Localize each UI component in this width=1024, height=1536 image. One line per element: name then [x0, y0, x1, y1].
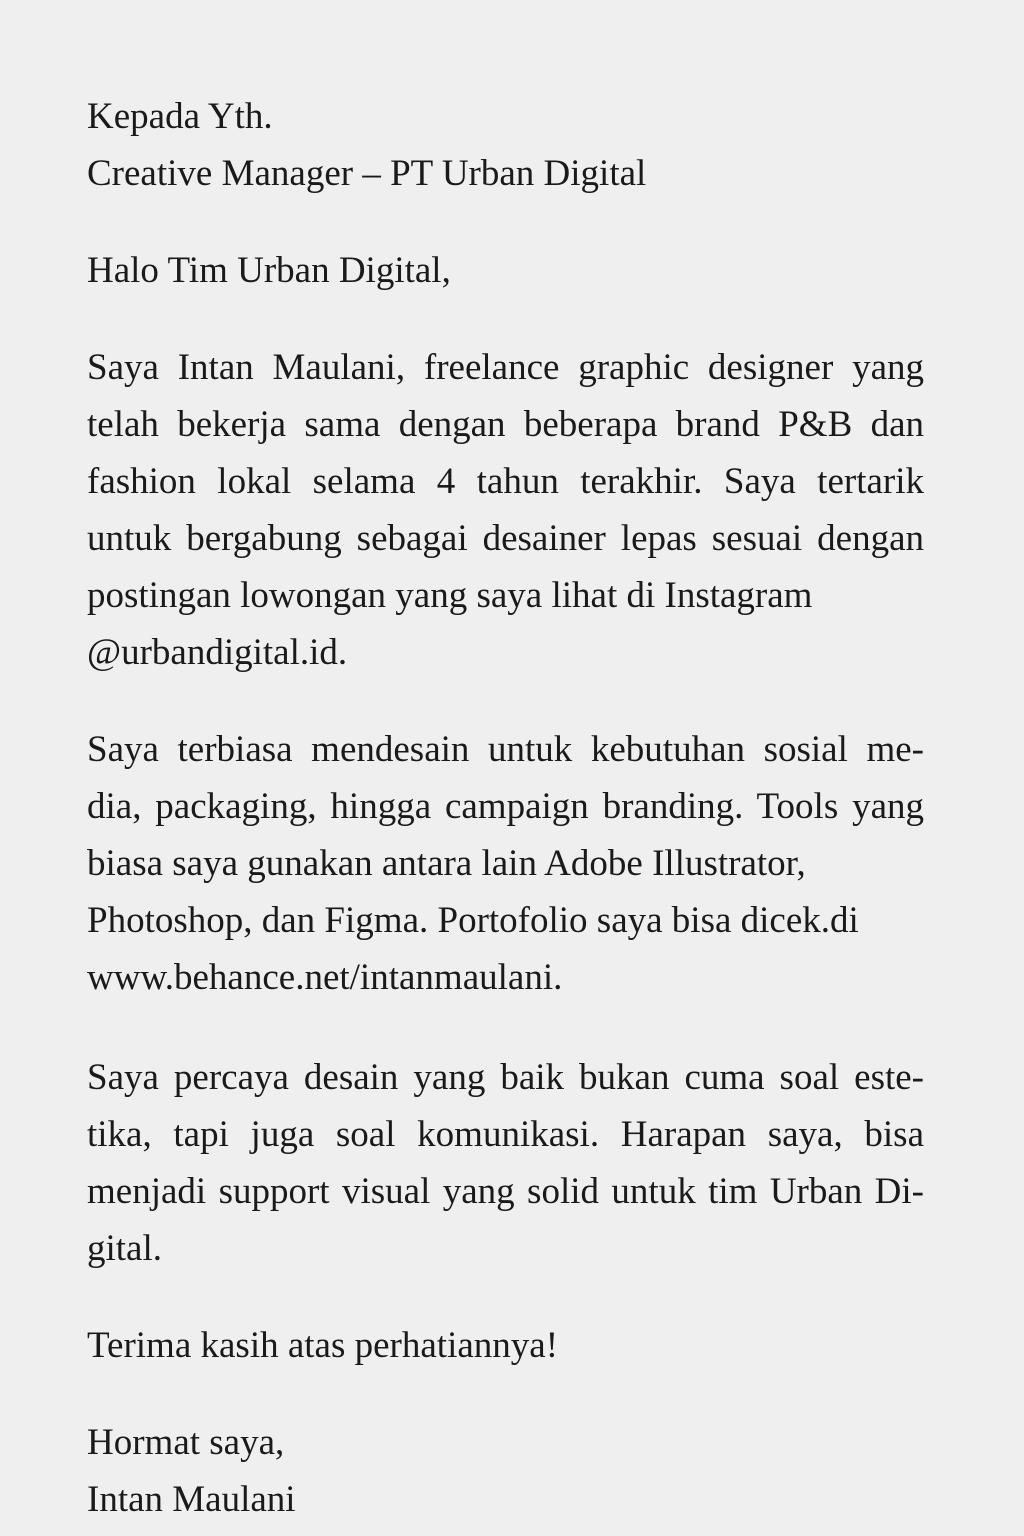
paragraph-line: postingan lowongan yang saya lihat di Instagram: [87, 575, 813, 616]
paragraph-line: gital.: [87, 1228, 163, 1269]
paragraph-line: menjadi support visual yang solid untuk tim Urban Di-: [87, 1171, 924, 1212]
paragraph-line: www.behance.net/intanmaulani.: [87, 957, 563, 998]
paragraph-line: Photoshop, dan Figma. Portofolio saya bisa dicek.di: [87, 900, 859, 941]
paragraph-skills: [87, 721, 924, 1006]
paragraph-line: dia, packaging, hingga campaign branding. Tools yang: [87, 786, 924, 827]
paragraph-line: tika, tapi juga soal komunikasi. Harapan saya, bisa: [87, 1114, 924, 1155]
recipient-salutation: Kepada Yth.: [87, 96, 273, 137]
paragraph-line: @urbandigital.id.: [87, 632, 348, 673]
closing-phrase: Hormat saya,: [87, 1422, 285, 1463]
paragraph-line: biasa saya gunakan antara lain Adobe Illustrator,: [87, 843, 806, 884]
paragraph-closing-statement: [87, 1049, 924, 1277]
signature-name: Intan Maulani: [87, 1479, 296, 1520]
sign-off-block: [87, 1414, 924, 1528]
greeting: Halo Tim Urban Digital,: [87, 250, 451, 291]
paragraph-introduction: [87, 339, 924, 681]
paragraph-line: Saya Intan Maulani, freelance graphic designer yang: [87, 347, 924, 388]
paragraph-line: telah bekerja sama dengan beberapa brand P&B dan: [87, 404, 924, 445]
recipient-title: Creative Manager – PT Urban Digital: [87, 153, 647, 194]
paragraph-line: Saya terbiasa mendesain untuk kebutuhan sosial me-: [87, 729, 924, 770]
paragraph-line: untuk bergabung sebagai desainer lepas sesuai dengan: [87, 518, 924, 559]
recipient-block: [87, 88, 924, 202]
paragraph-line: Saya percaya desain yang baik bukan cuma soal este-: [87, 1057, 924, 1098]
paragraph-line: fashion lokal selama 4 tahun terakhir. Saya tertarik: [87, 461, 924, 502]
thanks-line: Terima kasih atas perhatiannya!: [87, 1325, 559, 1366]
